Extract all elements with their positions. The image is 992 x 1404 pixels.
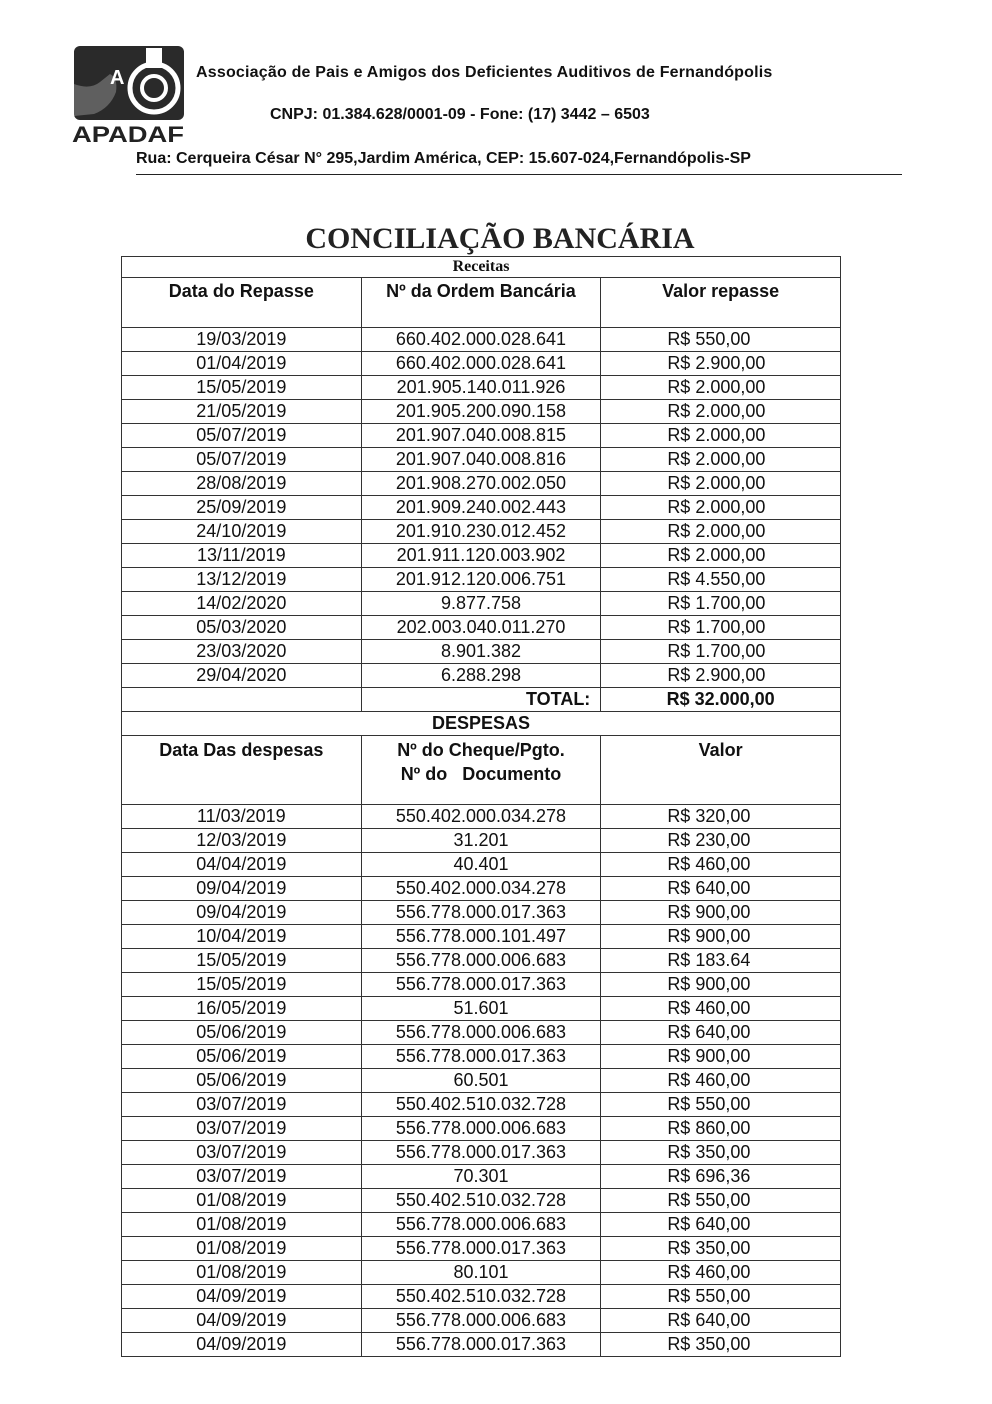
despesa-value: R$ 460,00 <box>601 853 841 877</box>
table-row <box>122 1285 841 1309</box>
despesa-document-number: 556.778.000.017.363 <box>361 1237 601 1261</box>
table-row <box>122 1117 841 1141</box>
despesa-value: R$ 860,00 <box>601 1117 841 1141</box>
table-row <box>122 448 841 472</box>
receita-date: 01/04/2019 <box>122 352 362 376</box>
despesa-date: 16/05/2019 <box>122 997 362 1021</box>
despesa-value: R$ 696,36 <box>601 1165 841 1189</box>
receita-value: R$ 2.000,00 <box>601 448 841 472</box>
table-row <box>122 328 841 352</box>
receita-value: R$ 2.000,00 <box>601 520 841 544</box>
despesa-document-number: 556.778.000.006.683 <box>361 1117 601 1141</box>
despesa-value: R$ 350,00 <box>601 1333 841 1357</box>
receita-value: R$ 550,00 <box>601 328 841 352</box>
table-row <box>122 664 841 688</box>
despesa-value: R$ 550,00 <box>601 1285 841 1309</box>
despesas-col-document <box>361 736 601 805</box>
table-row <box>122 1045 841 1069</box>
table-row <box>122 997 841 1021</box>
receita-date: 25/09/2019 <box>122 496 362 520</box>
total-label: TOTAL: <box>361 688 601 712</box>
table-row <box>122 472 841 496</box>
receita-order-number: 660.402.000.028.641 <box>361 328 601 352</box>
receita-order-number: 201.907.040.008.815 <box>361 424 601 448</box>
receita-date: 21/05/2019 <box>122 400 362 424</box>
despesa-document-number: 556.778.000.017.363 <box>361 1141 601 1165</box>
receita-date: 05/03/2020 <box>122 616 362 640</box>
receita-order-number: 201.910.230.012.452 <box>361 520 601 544</box>
receita-value: R$ 2.900,00 <box>601 352 841 376</box>
despesa-document-number: 556.778.000.006.683 <box>361 1213 601 1237</box>
despesa-value: R$ 640,00 <box>601 877 841 901</box>
receita-value: R$ 1.700,00 <box>601 640 841 664</box>
receita-order-number: 6.288.298 <box>361 664 601 688</box>
table-row <box>122 592 841 616</box>
despesa-document-number: 556.778.000.017.363 <box>361 1333 601 1357</box>
receita-order-number: 201.912.120.006.751 <box>361 568 601 592</box>
receita-value: R$ 2.900,00 <box>601 664 841 688</box>
table-row <box>122 376 841 400</box>
organization-address: Rua: Cerqueira César N° 295,Jardim América, CEP: 15.607-024,Fernandópolis-SP <box>136 150 751 167</box>
receita-order-number: 8.901.382 <box>361 640 601 664</box>
despesa-value: R$ 550,00 <box>601 1093 841 1117</box>
despesa-value: R$ 900,00 <box>601 925 841 949</box>
table-row <box>122 829 841 853</box>
table-row <box>122 853 841 877</box>
receita-value: R$ 2.000,00 <box>601 400 841 424</box>
table-row <box>122 1165 841 1189</box>
document-title: CONCILIAÇÃO BANCÁRIA <box>305 222 695 255</box>
table-row <box>122 1021 841 1045</box>
despesa-document-number: 550.402.000.034.278 <box>361 877 601 901</box>
table-row <box>122 1261 841 1285</box>
despesa-document-number: 556.778.000.006.683 <box>361 1309 601 1333</box>
receita-order-number: 660.402.000.028.641 <box>361 352 601 376</box>
table-row <box>122 520 841 544</box>
despesa-document-number: 550.402.510.032.728 <box>361 1093 601 1117</box>
organization-cnpj-phone: CNPJ: 01.384.628/0001-09 - Fone: (17) 3442 – 6503 <box>270 106 650 123</box>
despesa-document-number: 556.778.000.006.683 <box>361 949 601 973</box>
despesa-value: R$ 640,00 <box>601 1309 841 1333</box>
receita-order-number: 201.905.140.011.926 <box>361 376 601 400</box>
organization-name: Associação de Pais e Amigos dos Deficientes Auditivos de Fernandópolis <box>196 64 773 81</box>
despesa-value: R$ 900,00 <box>601 1045 841 1069</box>
receitas-col-value: Valor repasse <box>601 278 841 328</box>
table-row <box>122 1333 841 1357</box>
despesa-value: R$ 900,00 <box>601 901 841 925</box>
receita-value: R$ 2.000,00 <box>601 544 841 568</box>
receitas-col-date: Data do Repasse <box>122 278 362 328</box>
reconciliation-table <box>121 256 841 1357</box>
despesa-value: R$ 460,00 <box>601 1069 841 1093</box>
receita-order-number: 201.909.240.002.443 <box>361 496 601 520</box>
despesa-date: 01/08/2019 <box>122 1213 362 1237</box>
table-row <box>122 400 841 424</box>
table-row <box>122 1093 841 1117</box>
table-row <box>122 973 841 997</box>
despesa-date: 01/08/2019 <box>122 1237 362 1261</box>
receitas-total-row <box>122 688 841 712</box>
apadaf-logo <box>70 44 186 146</box>
despesa-document-number: 556.778.000.017.363 <box>361 901 601 925</box>
total-empty-cell <box>122 688 362 712</box>
receita-value: R$ 1.700,00 <box>601 616 841 640</box>
receita-date: 19/03/2019 <box>122 328 362 352</box>
despesa-value: R$ 350,00 <box>601 1141 841 1165</box>
total-value: R$ 32.000,00 <box>601 688 841 712</box>
table-row <box>122 1189 841 1213</box>
despesa-date: 03/07/2019 <box>122 1117 362 1141</box>
despesa-date: 04/04/2019 <box>122 853 362 877</box>
receita-value: R$ 2.000,00 <box>601 424 841 448</box>
receita-date: 13/12/2019 <box>122 568 362 592</box>
despesa-value: R$ 320,00 <box>601 805 841 829</box>
table-row <box>122 544 841 568</box>
despesa-date: 01/08/2019 <box>122 1261 362 1285</box>
despesas-col-document-line1: Nº do Cheque/Pgto. <box>397 740 565 760</box>
receita-date: 23/03/2020 <box>122 640 362 664</box>
despesa-document-number: 40.401 <box>361 853 601 877</box>
despesa-date: 03/07/2019 <box>122 1141 362 1165</box>
despesa-document-number: 556.778.000.101.497 <box>361 925 601 949</box>
despesa-value: R$ 640,00 <box>601 1021 841 1045</box>
despesa-date: 01/08/2019 <box>122 1189 362 1213</box>
despesa-date: 03/07/2019 <box>122 1093 362 1117</box>
despesa-document-number: 51.601 <box>361 997 601 1021</box>
table-row <box>122 640 841 664</box>
table-row <box>122 1213 841 1237</box>
despesa-date: 15/05/2019 <box>122 949 362 973</box>
despesa-value: R$ 183.64 <box>601 949 841 973</box>
despesa-value: R$ 350,00 <box>601 1237 841 1261</box>
despesa-value: R$ 460,00 <box>601 997 841 1021</box>
receita-value: R$ 4.550,00 <box>601 568 841 592</box>
despesas-col-document-line2: Nº do Documento <box>400 764 562 784</box>
despesas-section-title: DESPESAS <box>122 712 841 736</box>
receita-date: 24/10/2019 <box>122 520 362 544</box>
table-row <box>122 949 841 973</box>
table-row <box>122 352 841 376</box>
despesa-date: 04/09/2019 <box>122 1309 362 1333</box>
despesas-header-row <box>122 736 841 805</box>
table-row <box>122 805 841 829</box>
receita-date: 05/07/2019 <box>122 424 362 448</box>
despesa-date: 05/06/2019 <box>122 1021 362 1045</box>
receita-value: R$ 1.700,00 <box>601 592 841 616</box>
despesa-value: R$ 230,00 <box>601 829 841 853</box>
table-row <box>122 568 841 592</box>
receita-order-number: 202.003.040.011.270 <box>361 616 601 640</box>
table-row <box>122 616 841 640</box>
despesa-document-number: 556.778.000.006.683 <box>361 1021 601 1045</box>
despesa-document-number: 556.778.000.017.363 <box>361 1045 601 1069</box>
table-row <box>122 901 841 925</box>
despesa-date: 05/06/2019 <box>122 1045 362 1069</box>
receita-order-number: 201.908.270.002.050 <box>361 472 601 496</box>
receitas-section-row <box>122 257 841 278</box>
receitas-col-order: Nº da Ordem Bancária <box>361 278 601 328</box>
logo-text: APADAF <box>72 122 184 146</box>
despesa-document-number: 31.201 <box>361 829 601 853</box>
table-row <box>122 496 841 520</box>
receita-order-number: 9.877.758 <box>361 592 601 616</box>
table-row <box>122 1237 841 1261</box>
table-row <box>122 1069 841 1093</box>
despesa-document-number: 550.402.000.034.278 <box>361 805 601 829</box>
receita-order-number: 201.911.120.003.902 <box>361 544 601 568</box>
despesa-document-number: 60.501 <box>361 1069 601 1093</box>
despesa-document-number: 556.778.000.017.363 <box>361 973 601 997</box>
despesa-value: R$ 900,00 <box>601 973 841 997</box>
despesa-date: 12/03/2019 <box>122 829 362 853</box>
receita-date: 13/11/2019 <box>122 544 362 568</box>
receita-date: 28/08/2019 <box>122 472 362 496</box>
despesa-document-number: 80.101 <box>361 1261 601 1285</box>
receita-order-number: 201.905.200.090.158 <box>361 400 601 424</box>
header-divider <box>136 174 902 175</box>
despesa-date: 09/04/2019 <box>122 877 362 901</box>
despesa-value: R$ 640,00 <box>601 1213 841 1237</box>
despesa-date: 15/05/2019 <box>122 973 362 997</box>
despesa-document-number: 550.402.510.032.728 <box>361 1189 601 1213</box>
receita-value: R$ 2.000,00 <box>601 376 841 400</box>
receita-date: 15/05/2019 <box>122 376 362 400</box>
table-row <box>122 1141 841 1165</box>
despesa-date: 11/03/2019 <box>122 805 362 829</box>
despesa-date: 05/06/2019 <box>122 1069 362 1093</box>
despesa-value: R$ 460,00 <box>601 1261 841 1285</box>
despesas-col-date: Data Das despesas <box>122 736 362 805</box>
despesa-date: 04/09/2019 <box>122 1333 362 1357</box>
receita-value: R$ 2.000,00 <box>601 496 841 520</box>
despesa-date: 10/04/2019 <box>122 925 362 949</box>
despesa-document-number: 70.301 <box>361 1165 601 1189</box>
despesa-date: 03/07/2019 <box>122 1165 362 1189</box>
svg-text:A: A <box>110 67 125 89</box>
receita-date: 14/02/2020 <box>122 592 362 616</box>
despesas-col-value: Valor <box>601 736 841 805</box>
despesas-section-row <box>122 712 841 736</box>
receita-date: 05/07/2019 <box>122 448 362 472</box>
despesa-date: 04/09/2019 <box>122 1285 362 1309</box>
despesa-value: R$ 550,00 <box>601 1189 841 1213</box>
receita-order-number: 201.907.040.008.816 <box>361 448 601 472</box>
table-row <box>122 877 841 901</box>
receitas-header-row <box>122 278 841 328</box>
table-row <box>122 925 841 949</box>
receitas-section-title: Receitas <box>122 257 841 278</box>
despesa-document-number: 550.402.510.032.728 <box>361 1285 601 1309</box>
table-row <box>122 1309 841 1333</box>
receita-date: 29/04/2020 <box>122 664 362 688</box>
receita-value: R$ 2.000,00 <box>601 472 841 496</box>
despesa-date: 09/04/2019 <box>122 901 362 925</box>
table-row <box>122 424 841 448</box>
